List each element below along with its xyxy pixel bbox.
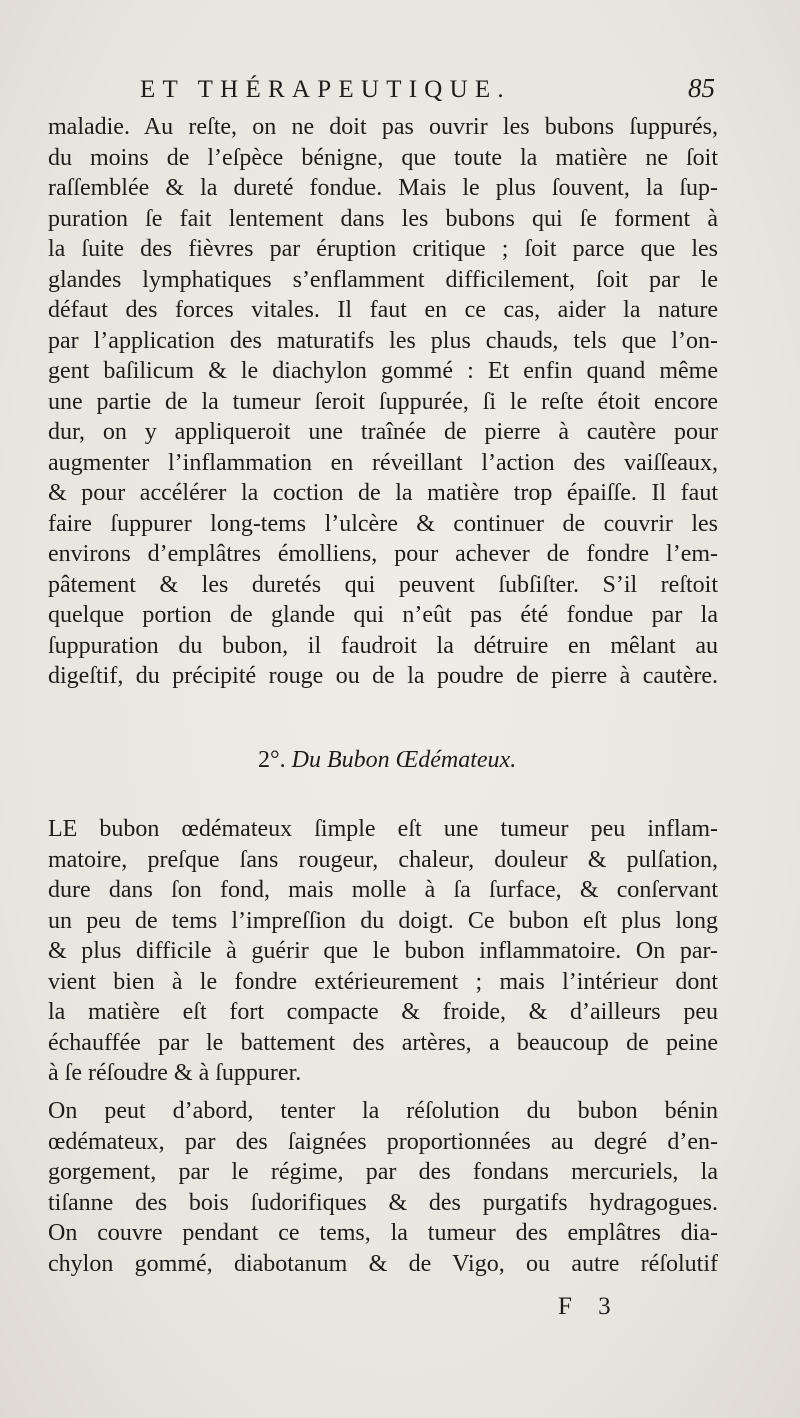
text-line: On peut d’abord, tenter la réſolution du bubon bénin bbox=[48, 1098, 718, 1124]
text-line: quelque portion de glande qui n’eût pas été fondue par la bbox=[48, 602, 718, 628]
paragraph-bubon-suppuration bbox=[48, 112, 718, 692]
paragraph-resolution bbox=[48, 1096, 718, 1279]
paragraph-bubon-oedemateux bbox=[48, 814, 718, 1089]
section-number: 2°. bbox=[258, 747, 286, 773]
text-line: gorgement, par le régime, par des fondans mercuriels, la bbox=[48, 1159, 718, 1185]
section-title: Du Bubon Œdémateux. bbox=[291, 747, 517, 773]
text-line: dure dans ſon fond, mais molle à ſa ſurface, & conſervant bbox=[48, 877, 718, 903]
text-line: une partie de la tumeur ſeroit ſuppurée, ſi le reſte étoit encore bbox=[48, 388, 718, 415]
text-line: raſſemblée & la dureté fondue. Mais le plus ſouvent, la ſup- bbox=[48, 175, 718, 201]
text-line: défaut des forces vitales. Il faut en ce cas, aider la nature bbox=[48, 297, 718, 323]
signature-mark: F 3 bbox=[558, 1293, 621, 1320]
text-line: du moins de l’eſpèce bénigne, que toute la matière ne ſoit bbox=[48, 144, 718, 171]
text-line: maladie. Au reſte, on ne doit pas ouvrir les bubons ſuppurés, bbox=[48, 114, 718, 140]
text-line: & pour accélérer la coction de la matière trop épaiſſe. Il faut bbox=[48, 480, 718, 506]
text-line: à ſe réſoudre & à ſuppurer. bbox=[48, 1060, 302, 1086]
page-number: 85 bbox=[688, 73, 715, 103]
text-line: augmenter l’inflammation en réveillant l’action des vaiſſeaux, bbox=[48, 449, 718, 476]
text-line: échauffée par le battement des artères, a beaucoup de peine bbox=[48, 1029, 718, 1056]
text-line: gent baſilicum & le diachylon gommé : Et enfin quand même bbox=[48, 358, 718, 384]
text-line: œdémateux, par des ſaignées proportionnées au degré d’en- bbox=[48, 1128, 718, 1155]
text-line: dur, on y appliqueroit une traînée de pierre à cautère pour bbox=[48, 419, 718, 445]
text-line: tiſanne des bois ſudorifiques & des purgatifs hydragogues. bbox=[48, 1189, 718, 1216]
text-line: puration ſe fait lentement dans les bubons qui ſe forment à bbox=[48, 205, 718, 232]
text-line: & plus difficile à guérir que le bubon inflammatoire. On par- bbox=[48, 938, 718, 964]
text-line: pâtement & les duretés qui peuvent ſubſiſter. S’il reſtoit bbox=[48, 571, 718, 598]
text-line: par l’application des maturatifs les plus chauds, tels que l’on- bbox=[48, 327, 718, 354]
text-line: digeſtif, du précipité rouge ou de la poudre de pierre à cautère. bbox=[48, 663, 718, 689]
text-line: ſuppuration du bubon, il faudroit la détruire en mêlant au bbox=[48, 632, 718, 659]
text-line: LE bubon œdémateux ſimple eſt une tumeur peu inflam- bbox=[48, 816, 718, 842]
text-line: la matière eſt fort compacte & froide, & d’ailleurs peu bbox=[48, 999, 718, 1025]
running-header: ET THÉRAPEUTIQUE. bbox=[140, 76, 511, 103]
text-line: vient bien à le fondre extérieurement ; mais l’intérieur dont bbox=[48, 968, 718, 995]
text-line: la ſuite des fièvres par éruption critique ; ſoit parce que les bbox=[48, 236, 718, 262]
text-line: matoire, preſque ſans rougeur, chaleur, douleur & pulſation, bbox=[48, 846, 718, 873]
text-line: faire ſuppurer long-tems l’ulcère & continuer de couvrir les bbox=[48, 510, 718, 537]
text-line: chylon gommé, diabotanum & de Vigo, ou autre réſolutif bbox=[48, 1250, 718, 1277]
text-line: environs d’emplâtres émolliens, pour achever de fondre l’em- bbox=[48, 541, 718, 567]
text-line: un peu de tems l’impreſſion du doigt. Ce bubon eſt plus long bbox=[48, 907, 718, 934]
text-line: glandes lymphatiques s’enflamment difficilement, ſoit par le bbox=[48, 266, 718, 293]
section-heading bbox=[258, 743, 758, 777]
text-line: On couvre pendant ce tems, la tumeur des emplâtres dia- bbox=[48, 1220, 718, 1246]
